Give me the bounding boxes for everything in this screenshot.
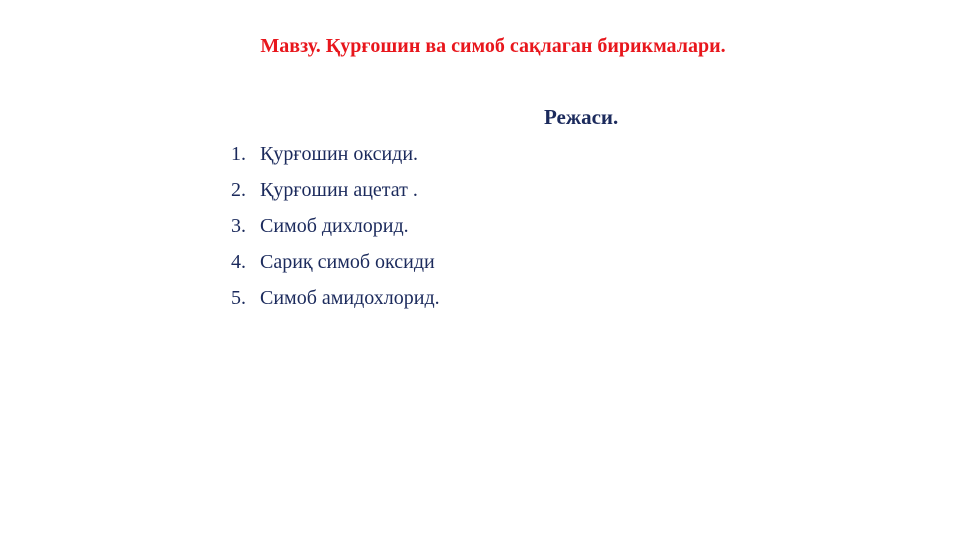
list-item bbox=[231, 282, 440, 318]
list-item-text: Симоб дихлорид. bbox=[260, 215, 409, 237]
list-item bbox=[231, 246, 440, 282]
plan-list bbox=[231, 138, 440, 318]
slide-title: Мавзу. Қурғошин ва симоб сақлаган бирикмалари. bbox=[260, 35, 726, 57]
list-item-number: 1. bbox=[231, 143, 246, 165]
list-item bbox=[231, 174, 440, 210]
list-item bbox=[231, 210, 440, 246]
list-item-number: 4. bbox=[231, 251, 246, 273]
list-item-text: Сариқ симоб оксиди bbox=[260, 251, 435, 273]
list-item-number: 3. bbox=[231, 215, 246, 237]
list-item bbox=[231, 138, 440, 174]
list-item-text: Қурғошин ацетат . bbox=[260, 179, 418, 201]
list-item-number: 5. bbox=[231, 287, 246, 309]
list-item-number: 2. bbox=[231, 179, 246, 201]
list-item-text: Симоб амидохлорид. bbox=[260, 287, 440, 309]
list-item-text: Қурғошин оксиди. bbox=[260, 143, 419, 165]
plan-heading: Режаси. bbox=[544, 105, 619, 129]
